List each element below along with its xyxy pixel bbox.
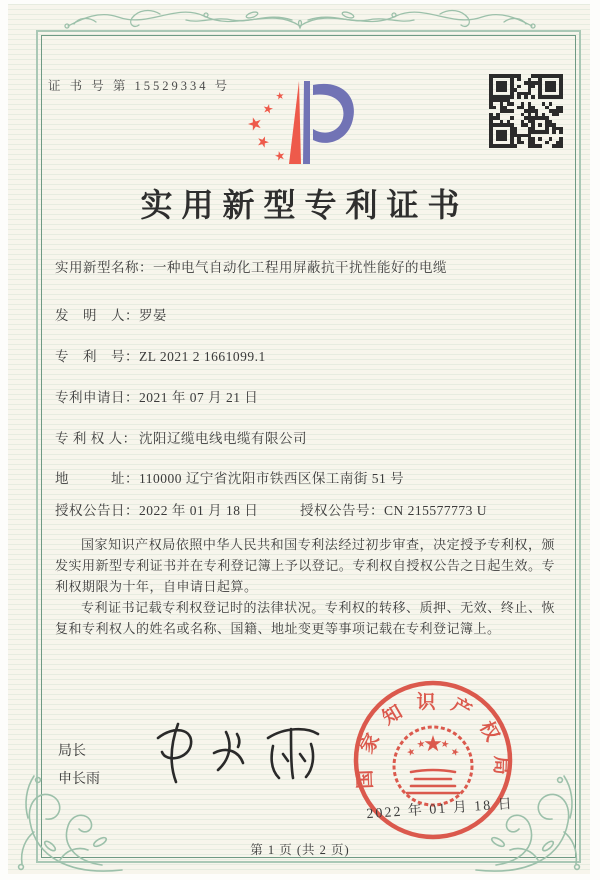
officer-name: 申长雨 [58, 772, 100, 787]
certificate-number: 证 书 号 第 15529334 号 [48, 79, 231, 93]
field-label: 专 利 号： [55, 349, 139, 364]
field-row-patent-number [55, 345, 555, 365]
cnipa-logo [243, 76, 363, 171]
field-value: 110000 辽宁省沈阳市铁西区保工南街 51 号 [139, 471, 405, 486]
field-row-name [55, 256, 555, 276]
seal-ring-text: 国家知识产权局 [354, 692, 512, 790]
grant-number-label: 授权公告号： [300, 503, 384, 518]
field-row-inventor [55, 304, 555, 324]
page-footer: 第 1 页 (共 2 页) [250, 843, 350, 857]
handwritten-signature [140, 712, 340, 797]
grant-date-label: 授权公告日： [55, 503, 139, 518]
field-value: 2021 年 07 月 21 日 [139, 390, 259, 405]
field-value: 沈阳辽缆电线电缆有限公司 [139, 431, 307, 446]
field-row-filing-date [55, 386, 555, 406]
officer-title: 局长 [58, 744, 86, 759]
officer-block [58, 738, 100, 794]
field-value: 一种电气自动化工程用屏蔽抗干扰性能好的电缆 [153, 260, 447, 275]
legal-paragraph-2: 专利证书记载专利权登记时的法律状况。专利权的转移、质押、无效、终止、恢复和专利权人的姓名或名称、国籍、地址变更等事项记载在专利登记簿上。 [55, 600, 555, 636]
qr-code [489, 74, 563, 148]
top-flourish-ornament [0, 2, 600, 34]
field-value: ZL 2021 2 1661099.1 [139, 349, 266, 364]
field-row-patentee [55, 427, 555, 447]
grant-number-value: CN 215577773 U [384, 503, 488, 518]
legal-paragraph-1: 国家知识产权局依照中华人民共和国专利法经过初步审查，决定授予专利权，颁发实用新型专利证书并在专利登记簿上予以登记。专利权自授权公告之日起生效。专利权期限为十年，自申请日起算。 [55, 537, 555, 594]
logo-p-bowl [313, 84, 354, 143]
seal-date: 2022 年 01 月 18 日 [366, 796, 515, 823]
field-label: 地 址： [55, 471, 139, 486]
field-label: 实用新型名称： [55, 260, 153, 275]
grant-date-value: 2022 年 01 月 18 日 [139, 503, 259, 518]
field-label: 发 明 人： [55, 308, 139, 323]
logo-blue-bar [303, 81, 310, 164]
field-row-address [55, 467, 555, 487]
seal-national-emblem [394, 727, 472, 805]
logo-red-wedge [289, 81, 301, 164]
field-label: 专 利 权 人： [55, 431, 137, 446]
legal-text [55, 534, 555, 639]
field-row-grant [55, 499, 555, 519]
field-value: 罗晏 [139, 308, 167, 323]
certificate-title: 实用新型专利证书 [140, 186, 469, 224]
logo-stars [247, 92, 286, 162]
field-label: 专利申请日： [55, 390, 139, 405]
